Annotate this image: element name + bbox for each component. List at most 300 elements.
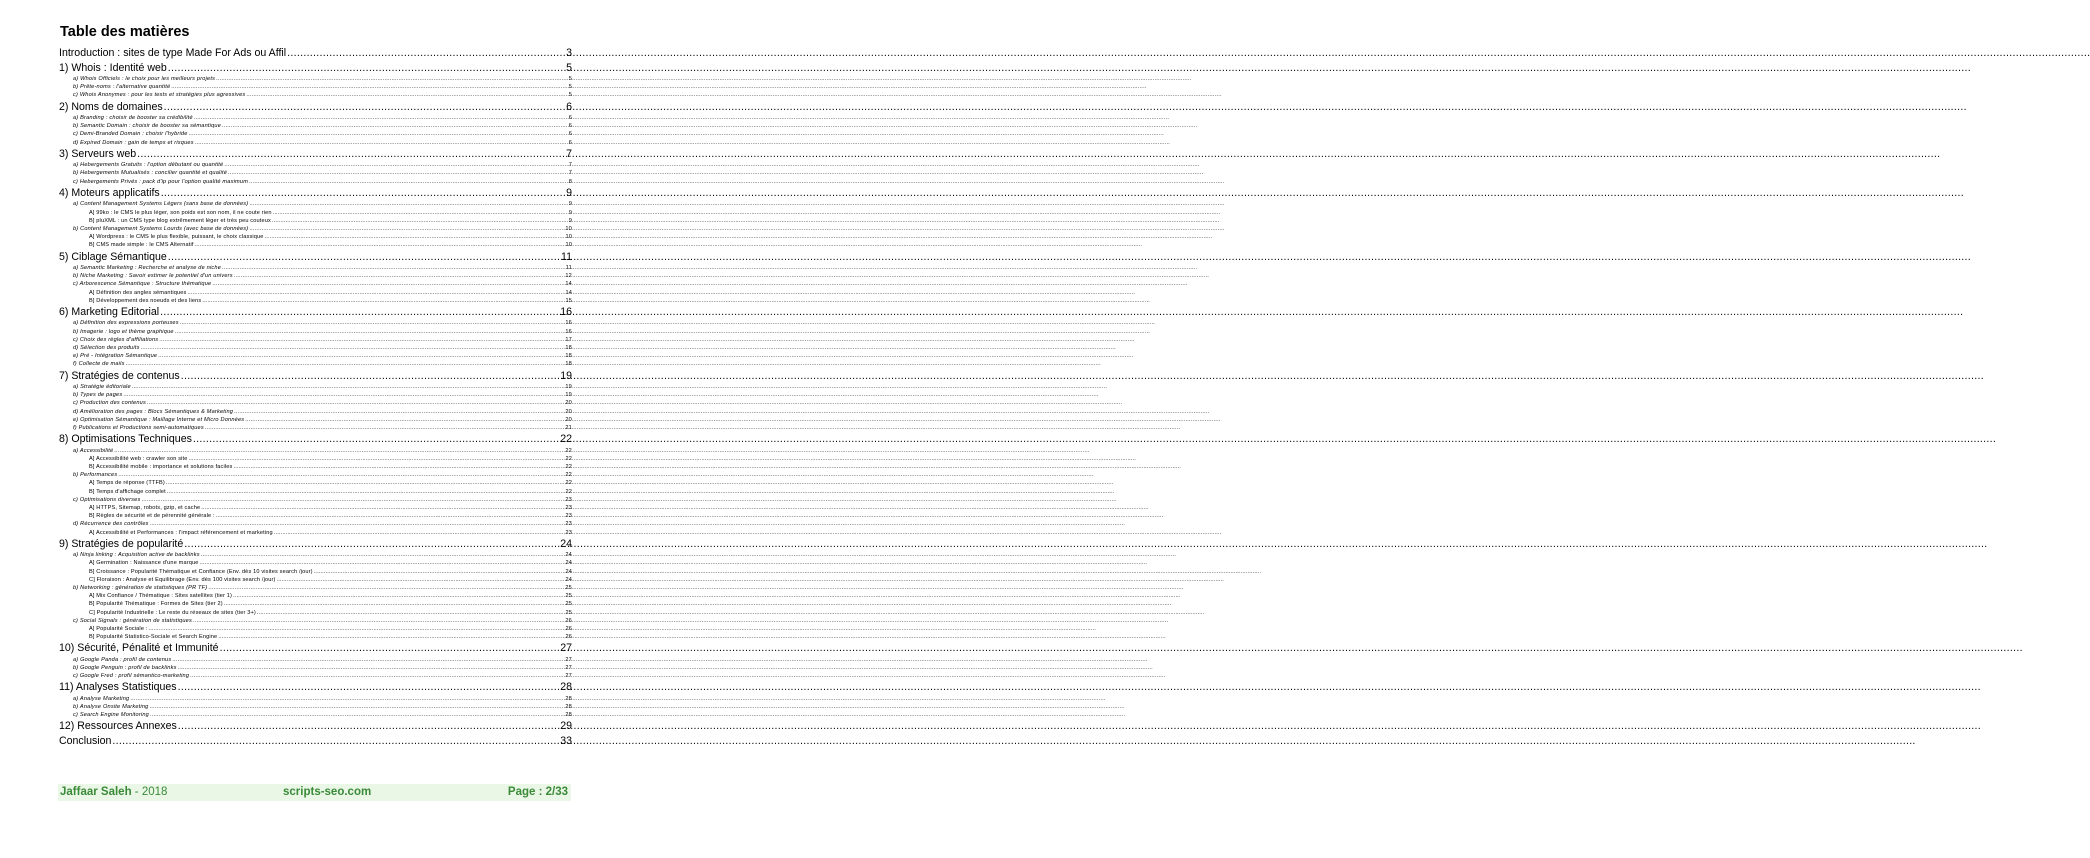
toc-entry[interactable] xyxy=(59,186,572,201)
toc-entry-page: 20 xyxy=(565,416,572,423)
toc-dot-leader xyxy=(190,672,564,680)
toc-entry-page: 21 xyxy=(565,424,572,431)
toc-entry-text: 7) Stratégies de contenus xyxy=(59,369,180,382)
footer-author xyxy=(60,786,167,798)
toc-dot-leader xyxy=(202,297,564,305)
toc-dot-leader xyxy=(233,463,564,471)
toc-entry[interactable] xyxy=(59,122,572,130)
toc-dot-leader xyxy=(114,447,564,455)
toc-entry-page: 10 xyxy=(565,225,572,232)
toc-entry-page: 18 xyxy=(565,344,572,351)
toc-entry-text: c) Optimisations diverses xyxy=(73,496,141,503)
toc-dot-leader xyxy=(208,584,564,592)
toc-entry-text: d) Amélioration des pages : Blocs Sémantiques & Marketing xyxy=(73,408,234,415)
toc-dot-leader xyxy=(112,734,559,749)
toc-dot-leader xyxy=(205,424,565,432)
toc-entry-text: f) Publications et Productions semi-automatiques xyxy=(73,424,204,431)
toc-dot-leader xyxy=(277,576,565,584)
toc-dot-leader xyxy=(257,609,565,617)
toc-entry-page: 29 xyxy=(560,720,572,733)
toc-dot-leader xyxy=(222,264,565,272)
toc-dot-leader xyxy=(216,512,565,520)
toc-entry-page: 20 xyxy=(565,408,572,415)
toc-entry-text: e) Optimisation Sémantique : Maillage Interne et Micro Données xyxy=(73,416,245,423)
toc-entry-text: d) Expired Domain : gain de temps et risques xyxy=(73,139,194,146)
toc-entry[interactable] xyxy=(59,408,572,416)
toc-entry[interactable] xyxy=(59,711,572,719)
toc-entry-page: 15 xyxy=(565,297,572,304)
toc-dot-leader xyxy=(184,537,559,552)
toc-entry[interactable] xyxy=(59,512,572,520)
toc-entry[interactable] xyxy=(59,391,572,399)
toc-entry-text: 6) Marketing Editorial xyxy=(59,305,160,318)
toc-dot-leader xyxy=(166,479,565,487)
toc-entry-page: 22 xyxy=(565,488,572,495)
toc-entry[interactable] xyxy=(59,130,572,138)
toc-entry-page: 10 xyxy=(565,242,572,249)
toc-entry-page: 25 xyxy=(565,609,572,616)
toc-entry-text: A] 99ko : le CMS le plus léger, son poids est son nom, il ne coute rien xyxy=(89,209,272,216)
toc-entry[interactable] xyxy=(59,734,572,749)
toc-entry-page: 26 xyxy=(565,625,572,632)
toc-dot-leader xyxy=(161,186,565,201)
toc-dot-leader xyxy=(181,369,559,384)
toc-dot-leader xyxy=(228,169,568,177)
toc-entry[interactable] xyxy=(59,383,572,391)
table-of-contents xyxy=(59,46,572,748)
toc-entry-text: c) Demi-Branded Domain : choisir l'hybride xyxy=(73,131,188,138)
toc-entry[interactable] xyxy=(59,600,572,608)
toc-dot-leader xyxy=(212,280,564,288)
toc-dot-leader xyxy=(193,432,559,447)
toc-entry[interactable] xyxy=(59,703,572,711)
toc-entry-text: d) Récurrence des contrôles xyxy=(73,521,149,528)
toc-entry-text: B] Popularité Thématique : Formes de Sites (tier 2) xyxy=(89,601,223,608)
toc-entry-page: 7 xyxy=(566,147,572,160)
toc-dot-leader xyxy=(149,625,565,633)
toc-entry-text: c) Social Signals : génération de statistiques xyxy=(73,617,192,624)
toc-entry-text: A] Germination : Naissance d'une marque xyxy=(89,560,199,567)
toc-entry-page: 24 xyxy=(560,537,572,550)
toc-entry-page: 28 xyxy=(565,704,572,711)
toc-entry[interactable] xyxy=(59,319,572,327)
toc-entry[interactable] xyxy=(59,471,572,479)
toc-entry-text: b) Hebergements Mutualisés : concilier quantité et qualité xyxy=(73,170,228,177)
toc-entry[interactable] xyxy=(59,537,572,552)
toc-entry-text: 5) Ciblage Sémantique xyxy=(59,250,167,263)
toc-entry[interactable] xyxy=(59,424,572,432)
toc-entry[interactable] xyxy=(59,289,572,297)
toc-dot-leader xyxy=(193,617,564,625)
toc-entry[interactable] xyxy=(59,488,572,496)
toc-entry[interactable] xyxy=(59,455,572,463)
toc-entry-page: 5 xyxy=(568,84,572,91)
toc-entry-text: B] Temps d'affichage complet xyxy=(89,488,166,495)
toc-entry-page: 22 xyxy=(565,455,572,462)
toc-entry[interactable] xyxy=(59,664,572,672)
toc-entry-text: a) Hebergements Gratuits : l'option débutant ou quantité xyxy=(73,162,224,169)
toc-entry-page: 23 xyxy=(565,504,572,511)
toc-entry[interactable] xyxy=(59,147,572,162)
toc-entry[interactable] xyxy=(59,280,572,288)
toc-entry-text: a) Branding : choisir de booster sa crédibilité xyxy=(73,115,193,122)
toc-dot-leader xyxy=(180,319,565,327)
toc-entry[interactable] xyxy=(59,520,572,528)
toc-entry-page: 19 xyxy=(565,384,572,391)
toc-dot-leader xyxy=(149,703,564,711)
toc-dot-leader xyxy=(273,209,568,217)
toc-entry-text: B] CMS made simple : le CMS Alternatif xyxy=(89,242,194,249)
toc-dot-leader xyxy=(249,225,564,233)
toc-entry[interactable] xyxy=(59,695,572,703)
toc-entry-text: A] Wordpress : le CMS le plus flexible, puissant, le choix classique xyxy=(89,234,264,241)
toc-entry[interactable] xyxy=(59,209,572,217)
toc-dot-leader xyxy=(126,360,565,368)
toc-entry-page: 24 xyxy=(565,576,572,583)
toc-entry-text: B] Développement des noeuds et des liens xyxy=(89,297,202,304)
toc-entry-text: e) Pré - Intégration Sémantique xyxy=(73,353,158,360)
toc-dot-leader xyxy=(287,46,565,61)
toc-entry-text: 12) Ressources Annexes xyxy=(59,720,177,733)
toc-dot-leader xyxy=(234,408,564,416)
toc-dot-leader xyxy=(200,559,565,567)
toc-entry-page: 28 xyxy=(565,695,572,702)
toc-entry-page: 27 xyxy=(565,656,572,663)
toc-dot-leader xyxy=(274,529,565,537)
toc-entry-page: 6 xyxy=(568,139,572,146)
toc-entry-page: 16 xyxy=(560,305,572,318)
toc-dot-leader xyxy=(249,178,568,186)
toc-entry[interactable] xyxy=(59,272,572,280)
toc-entry-page: 22 xyxy=(565,472,572,479)
toc-entry-text: B] pluXML : un CMS type blog extrêmement léger et très peu couteux xyxy=(89,217,271,224)
toc-entry[interactable] xyxy=(59,551,572,559)
toc-entry-page: 27 xyxy=(560,642,572,655)
toc-entry-page: 22 xyxy=(560,433,572,446)
toc-entry-text: 4) Moteurs applicatifs xyxy=(59,186,160,199)
toc-dot-leader xyxy=(118,471,564,479)
toc-entry-text: Conclusion xyxy=(59,734,112,747)
toc-entry[interactable] xyxy=(59,672,572,680)
toc-entry-text: c) Choix des règles d'affiliations xyxy=(73,336,159,343)
toc-entry-page: 25 xyxy=(565,601,572,608)
toc-entry-page: 18 xyxy=(565,353,572,360)
toc-entry[interactable] xyxy=(59,139,572,147)
toc-entry-page: 19 xyxy=(560,369,572,382)
toc-dot-leader xyxy=(201,551,565,559)
toc-dot-leader xyxy=(195,139,568,147)
toc-dot-leader xyxy=(233,592,564,600)
toc-entry-page: 24 xyxy=(565,568,572,575)
toc-entry-page: 6 xyxy=(566,100,572,113)
document-page xyxy=(0,0,627,858)
toc-dot-leader xyxy=(150,520,565,528)
toc-entry-page: 3 xyxy=(566,47,572,59)
toc-entry[interactable] xyxy=(59,680,572,695)
toc-entry[interactable] xyxy=(59,161,572,169)
toc-entry-text: b) Prête-noms : l'alternative quantité xyxy=(73,84,171,91)
toc-dot-leader xyxy=(123,391,564,399)
toc-entry-text: C] Floraison : Analyse et Equilibrage (Env. dès 100 visites search /jour) xyxy=(89,576,276,583)
footer-author-name: Jaffaar Saleh xyxy=(60,786,132,798)
toc-entry-page: 22 xyxy=(565,447,572,454)
toc-entry[interactable] xyxy=(59,61,572,76)
toc-entry-text: a) Whois Officiels : le choix pour les meilleurs projets xyxy=(73,75,216,82)
toc-entry[interactable] xyxy=(59,609,572,617)
toc-dot-leader xyxy=(158,352,564,360)
toc-entry[interactable] xyxy=(59,170,572,178)
toc-entry-page: 6 xyxy=(568,115,572,122)
toc-entry[interactable] xyxy=(59,178,572,186)
toc-dot-leader xyxy=(224,161,567,169)
toc-dot-leader xyxy=(314,568,565,576)
toc-entry-text: a) Google Panda : profil de contenus xyxy=(73,656,172,663)
toc-dot-leader xyxy=(164,100,565,115)
toc-entry-page: 25 xyxy=(565,593,572,600)
toc-entry[interactable] xyxy=(59,217,572,225)
toc-entry-text: c) Whois Anonymes : pour les tests et stratégies plus agressives xyxy=(73,92,246,99)
toc-dot-leader xyxy=(132,383,565,391)
toc-entry[interactable] xyxy=(59,114,572,122)
toc-dot-leader xyxy=(220,641,560,656)
toc-entry-page: 24 xyxy=(565,552,572,559)
toc-entry[interactable] xyxy=(59,75,572,83)
toc-entry-text: 1) Whois : Identité web xyxy=(59,61,167,74)
toc-dot-leader xyxy=(167,488,565,496)
toc-entry-text: 3) Serveurs web xyxy=(59,147,137,160)
toc-dot-leader xyxy=(168,250,560,265)
toc-entry[interactable] xyxy=(59,617,572,625)
toc-entry[interactable] xyxy=(59,241,572,249)
toc-entry[interactable] xyxy=(59,416,572,424)
toc-entry[interactable] xyxy=(59,233,572,241)
toc-entry-text: b) Niche Marketing : Savoir estimer le potentiel d'un univers xyxy=(73,273,233,280)
toc-entry-text: A] Accessibilité et Performances : l'impact référencement et marketing xyxy=(89,529,273,536)
toc-entry-text: b) Analyse Onsite Marketing xyxy=(73,704,149,711)
toc-entry-text: b) Imagerie : logo et thème graphique xyxy=(73,328,174,335)
toc-entry[interactable] xyxy=(59,297,572,305)
toc-dot-leader xyxy=(224,600,565,608)
toc-entry[interactable] xyxy=(59,336,572,344)
toc-entry[interactable] xyxy=(59,496,572,504)
toc-entry[interactable] xyxy=(59,592,572,600)
toc-dot-leader xyxy=(178,719,559,734)
toc-entry-text: B] Accessibilité mobile : importance et solutions faciles xyxy=(89,464,233,471)
toc-entry-text: b) Networking : génération de statistiques (PR TF) xyxy=(73,584,208,591)
toc-entry-text: A] Temps de réponse (TTFB) xyxy=(89,480,165,487)
toc-entry[interactable] xyxy=(59,352,572,360)
toc-dot-leader xyxy=(265,233,565,241)
toc-dot-leader xyxy=(141,344,565,352)
toc-entry-text: B] Règles de sécurité et de pérennité générale : xyxy=(89,513,215,520)
toc-dot-leader xyxy=(160,305,559,320)
toc-dot-leader xyxy=(159,336,564,344)
toc-entry-page: 27 xyxy=(565,673,572,680)
toc-entry[interactable] xyxy=(59,399,572,407)
toc-entry-page: 11 xyxy=(561,250,572,263)
toc-entry-page: 7 xyxy=(568,162,572,169)
footer-site-link[interactable]: scripts-seo.com xyxy=(283,786,372,798)
toc-entry-text: b) Semantic Domain : choisir de booster sa sémantique xyxy=(73,123,222,130)
toc-entry-text: A] Définition des angles sémantiques xyxy=(89,289,187,296)
toc-dot-leader xyxy=(178,680,560,695)
toc-dot-leader xyxy=(249,200,567,208)
toc-entry[interactable] xyxy=(59,584,572,592)
toc-entry-page: 22 xyxy=(565,480,572,487)
toc-entry[interactable] xyxy=(59,719,572,734)
toc-entry-page: 23 xyxy=(565,521,572,528)
toc-entry-page: 9 xyxy=(568,209,572,216)
toc-dot-leader xyxy=(189,455,565,463)
toc-entry-page: 33 xyxy=(560,734,572,747)
toc-dot-leader xyxy=(150,711,564,719)
toc-entry-text: a) Stratégie éditoriale xyxy=(73,384,131,391)
toc-entry[interactable] xyxy=(59,463,572,471)
toc-entry[interactable] xyxy=(59,264,572,272)
toc-entry-page: 27 xyxy=(565,664,572,671)
toc-title: Table des matières xyxy=(60,24,190,40)
toc-entry-page: 6 xyxy=(568,131,572,138)
toc-entry-text: 2) Noms de domaines xyxy=(59,100,163,113)
toc-entry[interactable] xyxy=(59,504,572,512)
toc-entry-text: B] Popularité Statistico-Sociale et Search Engine xyxy=(89,634,218,641)
toc-entry-page: 18 xyxy=(565,361,572,368)
toc-entry[interactable] xyxy=(59,625,572,633)
toc-entry-page: 11 xyxy=(565,264,572,271)
toc-entry[interactable] xyxy=(59,100,572,115)
toc-entry-page: 5 xyxy=(566,61,572,74)
toc-entry-text: Introduction : sites de type Made For Ads ou Affil xyxy=(59,47,287,59)
toc-entry[interactable] xyxy=(59,328,572,336)
toc-dot-leader xyxy=(201,504,564,512)
toc-entry[interactable] xyxy=(59,305,572,320)
toc-dot-leader xyxy=(222,122,568,130)
toc-entry-page: 16 xyxy=(565,320,572,327)
toc-entry-page: 7 xyxy=(568,170,572,177)
toc-dot-leader xyxy=(178,664,565,672)
toc-entry-text: a) Content Management Systems Légers (sans base de données) xyxy=(73,201,249,208)
toc-entry-text: b) Performances xyxy=(73,472,118,479)
toc-entry-text: A] Accessibilité web : crawler son site xyxy=(89,455,188,462)
toc-entry-text: a) Définition des expressions porteuses xyxy=(73,320,179,327)
toc-entry-page: 9 xyxy=(568,217,572,224)
toc-entry[interactable] xyxy=(59,360,572,368)
toc-dot-leader xyxy=(216,75,568,83)
toc-dot-leader xyxy=(218,633,564,641)
toc-entry-text: C] Popularité Industrielle : Le reste du réseaux de sites (tier 3+) xyxy=(89,609,256,616)
toc-entry[interactable] xyxy=(59,432,572,447)
toc-dot-leader xyxy=(137,147,565,162)
toc-entry-text: a) Ninja linking : Acquisition active de backlinks xyxy=(73,552,200,559)
toc-entry-page: 26 xyxy=(565,617,572,624)
toc-entry-text: a) Semantic Marketing : Recherche et analyse de niche xyxy=(73,264,222,271)
toc-dot-leader xyxy=(171,83,567,91)
toc-entry[interactable] xyxy=(59,641,572,656)
toc-entry[interactable] xyxy=(59,250,572,265)
toc-entry-page: 14 xyxy=(565,289,572,296)
toc-entry-page: 17 xyxy=(565,336,572,343)
toc-entry[interactable] xyxy=(59,559,572,567)
toc-dot-leader xyxy=(172,656,564,664)
toc-entry[interactable] xyxy=(59,576,572,584)
toc-entry[interactable] xyxy=(59,568,572,576)
toc-entry-page: 22 xyxy=(565,464,572,471)
toc-dot-leader xyxy=(168,61,565,76)
toc-dot-leader xyxy=(175,328,565,336)
toc-entry[interactable] xyxy=(59,46,572,61)
toc-entry[interactable] xyxy=(59,225,572,233)
toc-entry-text: b) Google Penguin : profil de backlinks xyxy=(73,664,177,671)
toc-dot-leader xyxy=(147,399,564,407)
toc-entry-text: A] Popularité Sociale : xyxy=(89,625,148,632)
toc-dot-leader xyxy=(187,289,564,297)
toc-entry[interactable] xyxy=(59,656,572,664)
toc-entry-page: 28 xyxy=(565,712,572,719)
toc-entry[interactable] xyxy=(59,344,572,352)
toc-entry-text: B] Croissance : Popularité Thématique et Confiance (Env. dès 10 visites search /jour) xyxy=(89,568,313,575)
toc-entry-page: 12 xyxy=(565,273,572,280)
toc-entry-page: 9 xyxy=(568,201,572,208)
toc-entry-text: b) Types de pages xyxy=(73,392,123,399)
toc-entry-text: f) Collecte de mails xyxy=(73,361,125,368)
toc-entry[interactable] xyxy=(59,369,572,384)
toc-entry-page: 20 xyxy=(565,400,572,407)
toc-entry-text: 10) Sécurité, Pénalité et Immunité xyxy=(59,642,219,655)
toc-entry-text: 8) Optimisations Techniques xyxy=(59,433,192,446)
toc-entry-text: b) Content Management Systems Lourds (avec base de données) xyxy=(73,225,249,232)
toc-entry-page: 5 xyxy=(568,92,572,99)
toc-entry-text: c) Hebergements Privés : pack d'ip pour l'option qualité maximum xyxy=(73,178,249,185)
toc-entry-page: 14 xyxy=(565,281,572,288)
toc-entry-text: a) Accessibilité xyxy=(73,447,114,454)
toc-entry-page: 9 xyxy=(566,186,572,199)
toc-entry-page: 8 xyxy=(568,178,572,185)
toc-entry[interactable] xyxy=(59,529,572,537)
toc-dot-leader xyxy=(130,695,564,703)
toc-dot-leader xyxy=(194,114,568,122)
toc-entry[interactable] xyxy=(59,83,572,91)
toc-entry[interactable] xyxy=(59,447,572,455)
toc-entry-text: c) Production des contenus xyxy=(73,400,146,407)
toc-entry-page: 10 xyxy=(565,234,572,241)
toc-entry-text: d) Sélection des produits xyxy=(73,344,140,351)
toc-entry-text: c) Google Fred : profil sémantico-marketing xyxy=(73,673,190,680)
toc-entry-page: 6 xyxy=(568,123,572,130)
toc-entry-page: 5 xyxy=(568,75,572,82)
toc-dot-leader xyxy=(195,241,565,249)
toc-entry[interactable] xyxy=(59,633,572,641)
toc-entry-page: 16 xyxy=(565,328,572,335)
toc-entry-page: 23 xyxy=(565,496,572,503)
toc-dot-leader xyxy=(189,130,568,138)
footer-page-number: Page : 2/33 xyxy=(507,786,568,798)
toc-entry-page: 26 xyxy=(565,634,572,641)
toc-dot-leader xyxy=(272,217,568,225)
toc-entry-text: A] Mix Confiance / Thématique : Sites satellites (tier 1) xyxy=(89,593,233,600)
toc-dot-leader xyxy=(234,272,565,280)
toc-entry[interactable] xyxy=(59,200,572,208)
toc-entry-text: 11) Analyses Statistiques xyxy=(59,681,177,694)
toc-entry-text: c) Search Engine Monitoring xyxy=(73,712,149,719)
page-footer xyxy=(58,784,571,801)
toc-entry[interactable] xyxy=(59,91,572,99)
toc-entry-text: a) Analyse Marketing xyxy=(73,695,130,702)
toc-entry-page: 25 xyxy=(565,584,572,591)
toc-entry-page: 19 xyxy=(565,392,572,399)
toc-entry-text: A] HTTPS, Sitemap, robots, gzip, et cache xyxy=(89,504,201,511)
toc-entry-text: 9) Stratégies de popularité xyxy=(59,537,184,550)
toc-entry[interactable] xyxy=(59,479,572,487)
